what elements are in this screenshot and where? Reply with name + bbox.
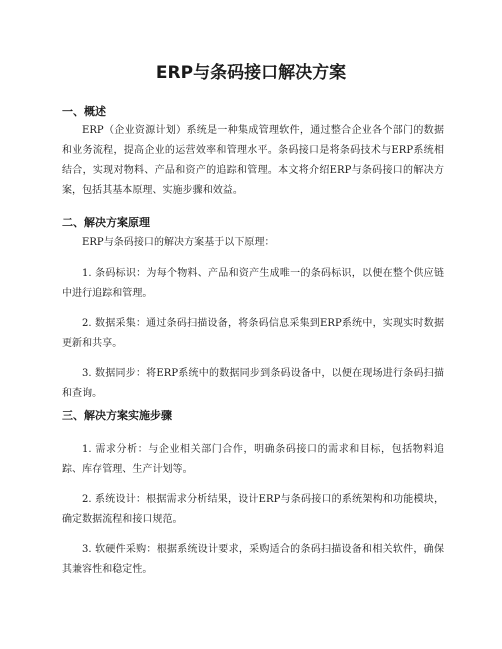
paragraph-implementation-2: 2. 系统设计：根据需求分析结果，设计ERP与条码接口的系统架构和功能模块，确定数据流程和接口规范。	[62, 494, 444, 525]
paragraph-implementation-1: 1. 需求分析：与企业相关部门合作，明确条码接口的需求和目标，包括物料追踪、库存管理、生产计划等。	[62, 444, 444, 475]
paragraph-principle-intro: ERP与条码接口的解决方案基于以下原理：	[82, 237, 275, 248]
section-heading-overview: 一、概述	[62, 105, 106, 118]
paragraph-implementation-3: 3. 软硬件采购：根据系统设计要求，采购适合的条码扫描设备和相关软件，确保其兼容性和稳定性。	[62, 544, 444, 575]
paragraph-principle-2: 2. 数据采集：通过条码扫描设备，将条码信息采集到ERP系统中，实现实时数据更新和共享。	[62, 318, 444, 349]
section-heading-implementation: 三、解决方案实施步骤	[62, 409, 172, 422]
paragraph-overview: ERP（企业资源计划）系统是一种集成管理软件，通过整合企业各个部门的数据和业务流程，提高企业的运营效率和管理水平。条码接口是将条码技术与ERP系统相结合，实现对物料、产品和资产的追踪和管理。本文将介绍ERP与条码接口的解决方案，包括其基本原理、实施步骤和效益。	[62, 125, 444, 196]
paragraph-principle-3: 3. 数据同步：将ERP系统中的数据同步到条码设备中，以便在现场进行条码扫描和查询。	[62, 368, 444, 399]
document-title: ERP与条码接口解决方案	[155, 63, 347, 83]
section-heading-principle: 二、解决方案原理	[62, 216, 150, 229]
paragraph-principle-1: 1. 条码标识：为每个物料、产品和资产生成唯一的条码标识，以便在整个供应链中进行追踪和管理。	[62, 268, 444, 299]
